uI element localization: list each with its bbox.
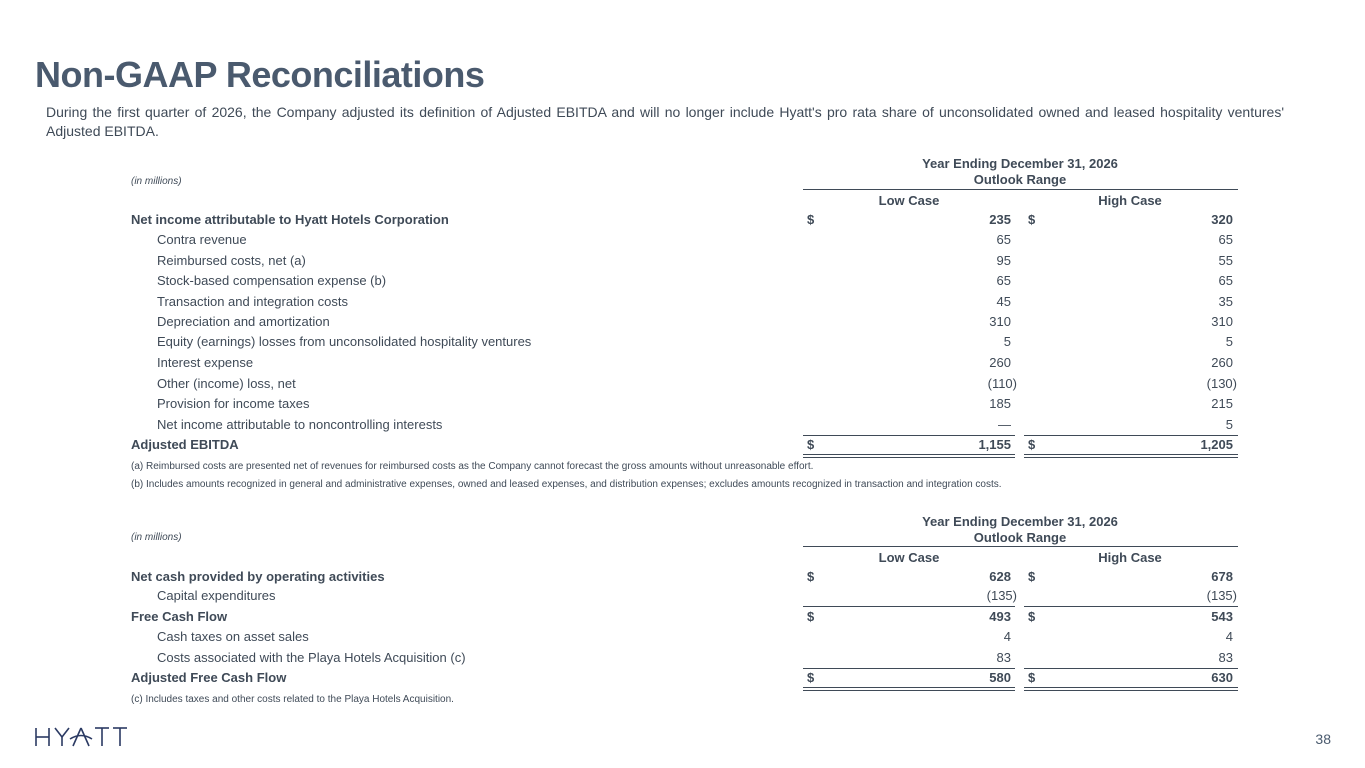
table-row — [131, 293, 1239, 311]
high-value: 1,205 — [1200, 437, 1233, 452]
total-double-rule — [803, 454, 1015, 458]
table-row — [131, 649, 1239, 667]
col-high-case: High Case — [1098, 550, 1162, 565]
currency-symbol: $ — [1028, 437, 1036, 452]
period-header: Year Ending December 31, 2026 — [922, 514, 1118, 529]
low-value: (135) — [986, 588, 1017, 603]
table-row — [131, 416, 1239, 434]
header-rule — [803, 189, 1238, 190]
currency-symbol: $ — [807, 609, 815, 624]
high-value: (130) — [1206, 376, 1237, 391]
low-value: (110) — [987, 376, 1017, 391]
high-value: 35 — [1218, 294, 1233, 309]
row-label: Net income attributable to noncontrolling interests — [157, 417, 443, 432]
low-value: 235 — [989, 212, 1011, 227]
low-value: 65 — [996, 273, 1011, 288]
high-value: 55 — [1218, 253, 1233, 268]
high-value: (135) — [1206, 588, 1237, 603]
low-value: 5 — [1003, 334, 1011, 349]
row-label: Costs associated with the Playa Hotels Acquisition (c) — [157, 650, 466, 665]
low-value: 260 — [989, 355, 1011, 370]
row-label: Capital expenditures — [157, 588, 276, 603]
high-value: 5 — [1225, 417, 1233, 432]
total-double-rule — [1024, 454, 1238, 458]
row-label: Adjusted Free Cash Flow — [131, 670, 287, 685]
high-value: 5 — [1225, 334, 1233, 349]
col-low-case: Low Case — [878, 193, 940, 208]
low-value: 95 — [996, 253, 1011, 268]
row-label: Contra revenue — [157, 232, 247, 247]
low-value: 628 — [989, 569, 1011, 584]
hyatt-logo-mark — [34, 724, 130, 750]
col-low-case: Low Case — [878, 550, 940, 565]
low-value: 45 — [996, 294, 1011, 309]
row-label: Transaction and integration costs — [157, 294, 349, 309]
low-value: 185 — [989, 396, 1011, 411]
currency-symbol: $ — [807, 670, 815, 685]
page-number: 38 — [1315, 731, 1331, 747]
row-label: Adjusted EBITDA — [131, 437, 239, 452]
low-value: 310 — [989, 314, 1011, 329]
row-label: Net income attributable to Hyatt Hotels Corporation — [131, 212, 449, 227]
table-row — [131, 568, 1239, 586]
period-header: Year Ending December 31, 2026 — [922, 156, 1118, 171]
high-value: 65 — [1218, 273, 1233, 288]
high-value: 320 — [1211, 212, 1233, 227]
row-label: Other (income) loss, net — [157, 376, 296, 391]
table-row — [131, 436, 1239, 454]
low-value: 493 — [989, 609, 1011, 624]
high-value: 65 — [1218, 232, 1233, 247]
currency-symbol: $ — [1028, 670, 1036, 685]
low-value: 65 — [996, 232, 1011, 247]
currency-symbol: $ — [807, 569, 815, 584]
range-header: Outlook Range — [973, 530, 1067, 545]
footnote-c: (c) Includes taxes and other costs related to the Playa Hotels Acquisition. — [131, 694, 454, 705]
currency-symbol: $ — [1028, 569, 1036, 584]
low-value: 4 — [1003, 629, 1011, 644]
high-value: 543 — [1211, 609, 1233, 624]
subtotal-rule — [1024, 606, 1238, 607]
table-row — [131, 211, 1239, 229]
low-value: — — [998, 417, 1011, 432]
row-label: Net cash provided by operating activities — [131, 569, 385, 584]
currency-symbol: $ — [1028, 212, 1036, 227]
row-label: Cash taxes on asset sales — [157, 629, 309, 644]
high-value: 678 — [1211, 569, 1233, 584]
table-row — [131, 333, 1239, 351]
page-title: Non-GAAP Reconciliations — [35, 54, 485, 95]
high-value: 630 — [1211, 670, 1233, 685]
row-label: Free Cash Flow — [131, 609, 228, 624]
row-label: Reimbursed costs, net (a) — [157, 253, 306, 268]
row-label: Equity (earnings) losses from unconsolidated hospitality ventures — [157, 334, 532, 349]
footnote-b: (b) Includes amounts recognized in general and administrative expenses, owned and leased expenses, and distribution expenses; excludes amounts recognized in transaction and integration costs. — [131, 479, 1002, 490]
table-row — [131, 669, 1239, 687]
currency-symbol: $ — [807, 437, 815, 452]
units-label: (in millions) — [131, 532, 182, 543]
table-row — [131, 272, 1239, 290]
units-label: (in millions) — [131, 176, 182, 187]
hyatt-logo — [34, 724, 130, 755]
intro-paragraph: During the first quarter of 2026, the Company adjusted its definition of Adjusted EBITDA and will no longer include Hyatt's pro rata share of unconsolidated owned and leased hospitality ventures' Adjusted EBITDA. — [46, 104, 1284, 139]
table-row — [131, 375, 1239, 393]
table-row — [131, 628, 1239, 646]
high-value: 260 — [1211, 355, 1233, 370]
row-label: Provision for income taxes — [157, 396, 310, 411]
table-row — [131, 313, 1239, 331]
low-value: 1,155 — [978, 437, 1011, 452]
low-value: 580 — [989, 670, 1011, 685]
total-double-rule — [803, 687, 1015, 691]
col-high-case: High Case — [1098, 193, 1162, 208]
table-row — [131, 395, 1239, 413]
row-label: Interest expense — [157, 355, 254, 370]
low-value: 83 — [996, 650, 1011, 665]
row-label: Stock-based compensation expense (b) — [157, 273, 387, 288]
table-row — [131, 354, 1239, 372]
high-value: 83 — [1218, 650, 1233, 665]
currency-symbol: $ — [1028, 609, 1036, 624]
high-value: 4 — [1225, 629, 1233, 644]
range-header: Outlook Range — [973, 172, 1067, 187]
footnote-a: (a) Reimbursed costs are presented net of revenues for reimbursed costs as the Company cannot forecast the gross amounts without unreasonable effort. — [131, 461, 814, 472]
table-row — [131, 608, 1239, 626]
subtotal-rule — [803, 606, 1015, 607]
currency-symbol: $ — [807, 212, 815, 227]
header-rule — [803, 546, 1238, 547]
table-row — [131, 231, 1239, 249]
table-row — [131, 252, 1239, 270]
high-value: 215 — [1211, 396, 1233, 411]
total-double-rule — [1024, 687, 1238, 691]
row-label: Depreciation and amortization — [157, 314, 330, 329]
table-row — [131, 587, 1239, 605]
high-value: 310 — [1211, 314, 1233, 329]
